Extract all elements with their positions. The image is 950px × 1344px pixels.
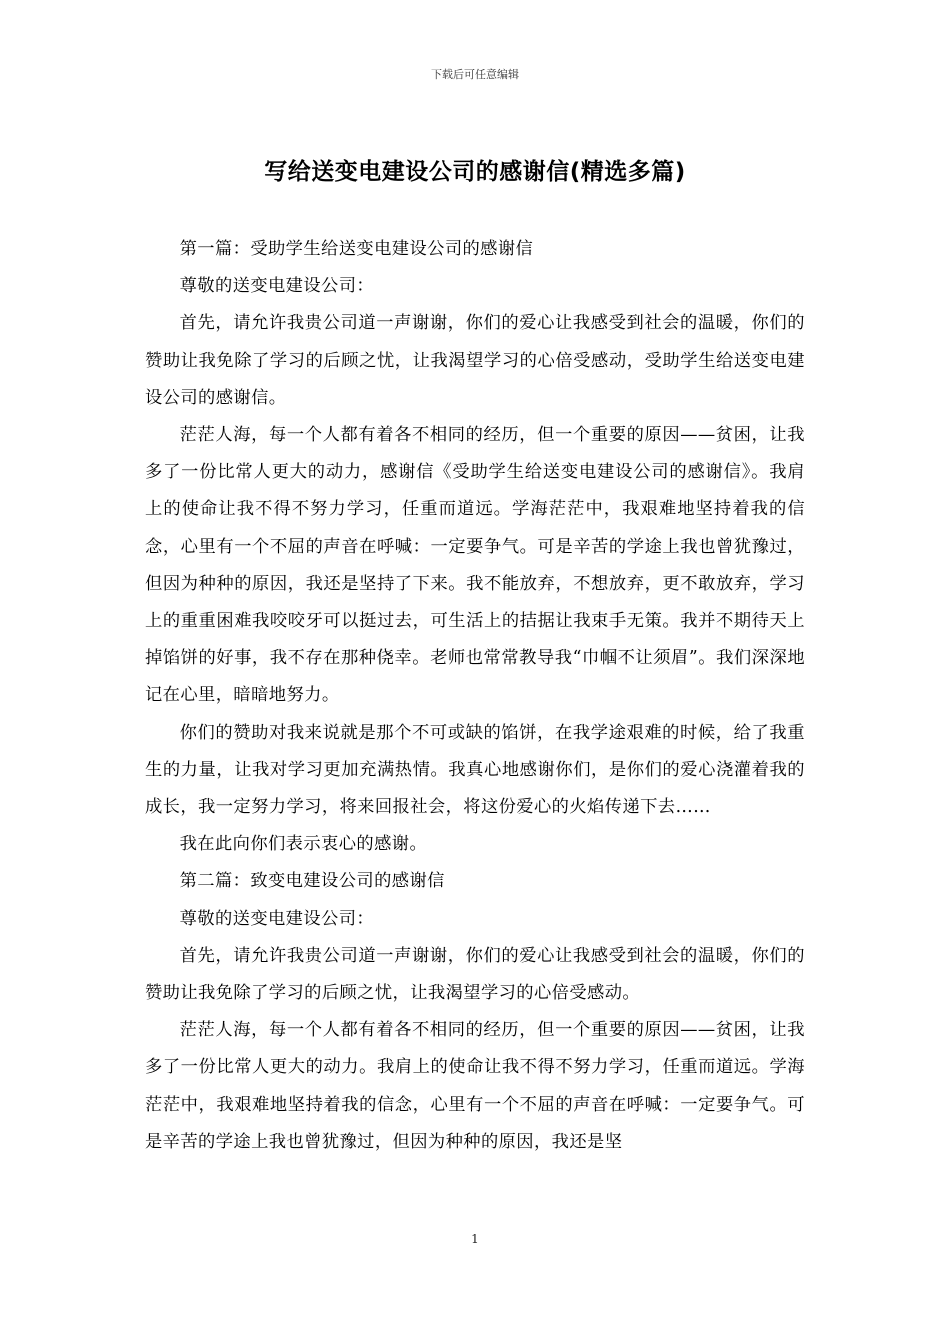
paragraph: 你们的赞助对我来说就是那个不可或缺的馅饼，在我学途艰难的时候，给了我重生的力量，让我对学习更加充满热情。我真心地感谢你们，是你们的爱心浇灌着我的成长，我一定努力学习，将来回报社会，将这份爱心的火焰传递下去……	[145, 722, 805, 818]
document-title: 写给送变电建设公司的感谢信(精选多篇)	[264, 159, 686, 185]
page-number: 1	[471, 1232, 479, 1246]
section-heading-1: 第一篇：受助学生给送变电建设公司的感谢信	[179, 239, 534, 259]
paragraph: 我在此向你们表示衷心的感谢。	[179, 834, 428, 855]
paragraph: 首先，请允许我贵公司道一声谢谢，你们的爱心让我感受到社会的温暖，你们的赞助让我免除了学习的后顾之忧，让我渴望学习的心倍受感动。	[145, 945, 805, 1004]
salutation-2: 尊敬的送变电建设公司：	[179, 908, 375, 929]
paragraph: 茫茫人海，每一个人都有着各不相同的经历，但一个重要的原因——贫困，让我多了一份比常人更大的动力，感谢信《受助学生给送变电建设公司的感谢信》。我肩上的使命让我不得不努力学习，任重而道远。学海茫茫中，我艰难地坚持着我的信念，心里有一个不屈的声音在呼喊：一定要争气。可是辛苦的学途上我也曾犹豫过，但因为种种的原因，我还是坚持了下来。我不能放弃，不想放弃，更不敢放弃，学习上的重重困难我咬咬牙可以挺过去，可生活上的拮据让我束手无策。我并不期待天上掉馅饼的好事，我不存在那种侥幸。老师也常常教导我“巾帼不让须眉”。我们深深地记在心里，暗暗地努力。	[145, 425, 805, 706]
paragraph: 茫茫人海，每一个人都有着各不相同的经历，但一个重要的原因——贫困，让我多了一份比常人更大的动力。我肩上的使命让我不得不努力学习，任重而道远。学海茫茫中，我艰难地坚持着我的信念，心里有一个不屈的声音在呼喊：一定要争气。可是辛苦的学途上我也曾犹豫过，但因为种种的原因，我还是坚	[145, 1020, 805, 1152]
salutation-1: 尊敬的送变电建设公司：	[179, 276, 375, 297]
document-body	[145, 231, 805, 1161]
paragraph: 首先，请允许我贵公司道一声谢谢，你们的爱心让我感受到社会的温暖，你们的赞助让我免除了学习的后顾之忧，让我渴望学习的心倍受感动，受助学生给送变电建设公司的感谢信。	[145, 313, 805, 408]
page-header: 下载后可任意编辑	[431, 68, 519, 81]
section-heading-2: 第二篇：致变电建设公司的感谢信	[179, 871, 445, 892]
